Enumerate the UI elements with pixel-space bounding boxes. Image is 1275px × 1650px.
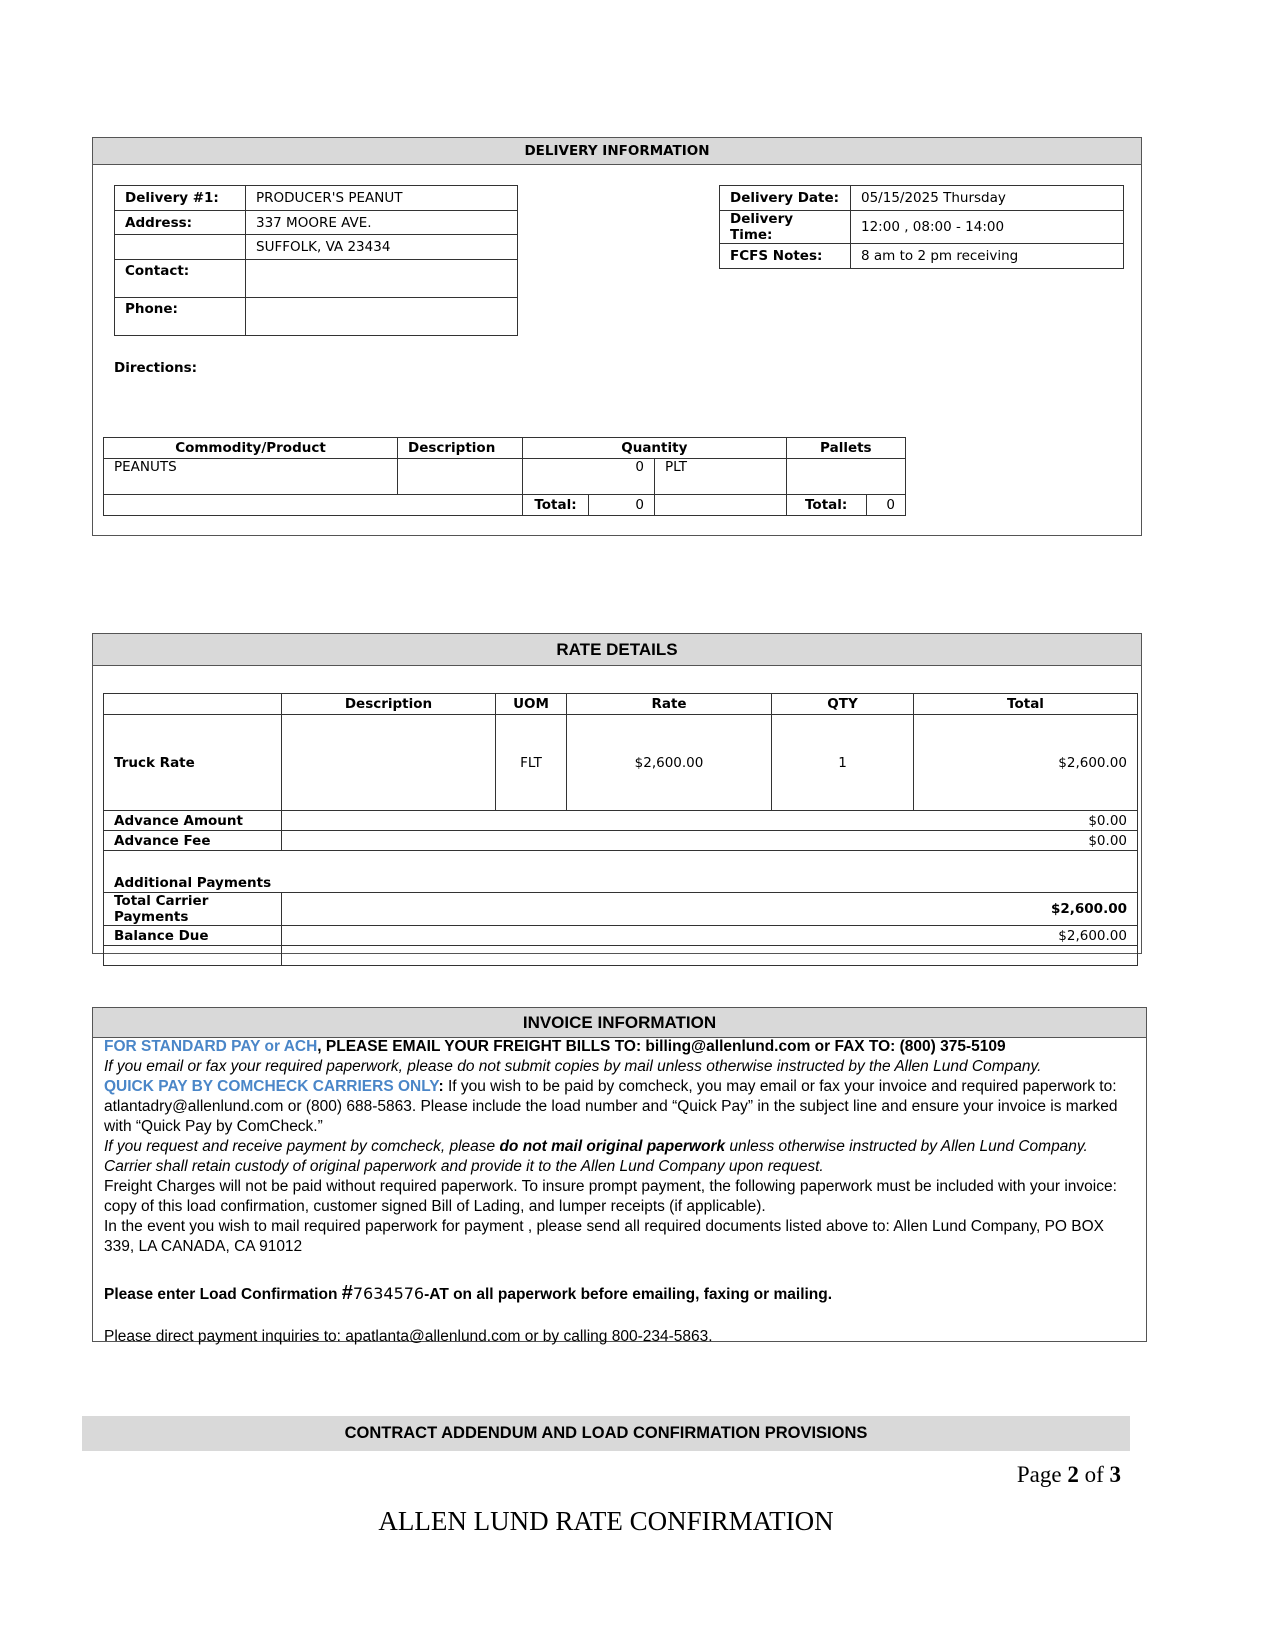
delivery-date-label: Delivery Date: bbox=[720, 186, 851, 211]
directions-label: Directions: bbox=[114, 360, 198, 376]
rate-header-qty: QTY bbox=[772, 694, 914, 715]
invoice-section bbox=[92, 1007, 1147, 1345]
invoice-body bbox=[104, 1037, 1134, 1347]
pallets-total-label: Total: bbox=[786, 495, 866, 516]
truck-rate-uom: FLT bbox=[496, 715, 567, 811]
invoice-payment-inquiries: Please direct payment inquiries to: apatlanta@allenlund.com or by calling 800-234-5863. bbox=[104, 1328, 713, 1345]
delivery-date-value: 05/15/2025 Thursday bbox=[851, 186, 1124, 211]
contact-value bbox=[246, 260, 518, 298]
phone-value bbox=[246, 298, 518, 336]
rate-header: RATE DETAILS bbox=[93, 634, 1141, 666]
address-line2: SUFFOLK, VA 23434 bbox=[246, 235, 518, 260]
delivery-left-table bbox=[114, 185, 518, 336]
commodity-table bbox=[103, 437, 906, 516]
commodity-product: PEANUTS bbox=[104, 459, 398, 495]
delivery-section bbox=[92, 137, 1142, 536]
page-number: Page 2 of 3 bbox=[1016, 1462, 1121, 1487]
invoice-standard-pay: FOR STANDARD PAY or ACH, PLEASE EMAIL YOUR FREIGHT BILLS TO: billing@allenlund.com or FAX TO: (800) 375-5109 bbox=[104, 1038, 1006, 1055]
commodity-header-quantity: Quantity bbox=[523, 438, 787, 459]
invoice-quick-pay: QUICK PAY BY COMCHECK CARRIERS ONLY: If you wish to be paid by comcheck, you may email or fax your invoice and required paperwork to: atlantadry@allenlund.com or (800) 688-5863. Please include the load number and “Quick Pay” in the subject line and ensure your invoice is marked with “Quick Pay by ComCheck.” bbox=[104, 1078, 1118, 1135]
truck-rate-qty: 1 bbox=[772, 715, 914, 811]
invoice-load-confirmation: Please enter Load Confirmation #7634576-AT on all paperwork before emailing, faxing or mailing. bbox=[104, 1282, 833, 1304]
invoice-mail-address: In the event you wish to mail required paperwork for payment , please send all required documents listed above to: Allen Lund Company, PO BOX 339, LA CANADA, CA 91012 bbox=[104, 1218, 1105, 1255]
address-label: Address: bbox=[115, 211, 246, 235]
delivery-time-value: 12:00 , 08:00 - 14:00 bbox=[851, 211, 1124, 244]
footer-title: ALLEN LUND RATE CONFIRMATION bbox=[378, 1506, 834, 1536]
delivery-right-table bbox=[719, 185, 1124, 269]
advance-amount-label: Advance Amount bbox=[104, 811, 282, 831]
rate-table bbox=[103, 693, 1138, 966]
truck-rate-rate: $2,600.00 bbox=[567, 715, 772, 811]
delivery-header: DELIVERY INFORMATION bbox=[93, 138, 1141, 165]
delivery-time-label: Delivery Time: bbox=[720, 211, 851, 244]
commodity-unit: PLT bbox=[655, 459, 787, 495]
total-carrier-label: Total Carrier Payments bbox=[104, 893, 282, 926]
truck-rate-description bbox=[282, 715, 496, 811]
truck-rate-label: Truck Rate bbox=[104, 715, 282, 811]
additional-payments-label: Additional Payments bbox=[104, 851, 1138, 893]
truck-rate-total: $2,600.00 bbox=[914, 715, 1138, 811]
pallets-total-value: 0 bbox=[866, 495, 905, 516]
contract-header: CONTRACT ADDENDUM AND LOAD CONFIRMATION PROVISIONS bbox=[82, 1416, 1130, 1451]
qty-total-label: Total: bbox=[523, 495, 589, 516]
commodity-qty: 0 bbox=[523, 459, 655, 495]
qty-total-value: 0 bbox=[589, 495, 655, 516]
commodity-header-description: Description bbox=[398, 438, 523, 459]
delivery-label: Delivery #1: bbox=[115, 186, 246, 211]
total-carrier-value: $2,600.00 bbox=[282, 893, 1138, 926]
phone-label: Phone: bbox=[115, 298, 246, 336]
invoice-header: INVOICE INFORMATION bbox=[93, 1008, 1146, 1038]
commodity-description bbox=[398, 459, 523, 495]
commodity-header-product: Commodity/Product bbox=[104, 438, 398, 459]
balance-due-value: $2,600.00 bbox=[282, 926, 1138, 946]
rate-header-total: Total bbox=[914, 694, 1138, 715]
invoice-comcheck-note: If you request and receive payment by comcheck, please do not mail original paperwork unless otherwise instructed by Allen Lund Company. Carrier shall retain custody of original paperwork and provide it to the Allen Lund Company upon request. bbox=[104, 1138, 1088, 1175]
invoice-freight-charges: Freight Charges will not be paid without required paperwork. To insure prompt payment, the following paperwork must be included with your invoice: copy of this load confirmation, customer signed Bill of Lading, and lumper receipts (if applicable). bbox=[104, 1178, 1117, 1215]
contact-label: Contact: bbox=[115, 260, 246, 298]
fcfs-value: 8 am to 2 pm receiving bbox=[851, 244, 1124, 269]
advance-fee-label: Advance Fee bbox=[104, 831, 282, 851]
advance-fee-value: $0.00 bbox=[282, 831, 1138, 851]
commodity-pallets bbox=[786, 459, 905, 495]
balance-due-label: Balance Due bbox=[104, 926, 282, 946]
commodity-header-pallets: Pallets bbox=[786, 438, 905, 459]
address-line1: 337 MOORE AVE. bbox=[246, 211, 518, 235]
rate-header-uom: UOM bbox=[496, 694, 567, 715]
advance-amount-value: $0.00 bbox=[282, 811, 1138, 831]
rate-header-rate: Rate bbox=[567, 694, 772, 715]
invoice-email-note: If you email or fax your required paperwork, please do not submit copies by mail unless otherwise instructed by the Allen Lund Company. bbox=[104, 1058, 1042, 1075]
rate-section bbox=[92, 633, 1142, 954]
delivery-value: PRODUCER'S PEANUT bbox=[246, 186, 518, 211]
fcfs-label: FCFS Notes: bbox=[720, 244, 851, 269]
rate-header-description: Description bbox=[282, 694, 496, 715]
